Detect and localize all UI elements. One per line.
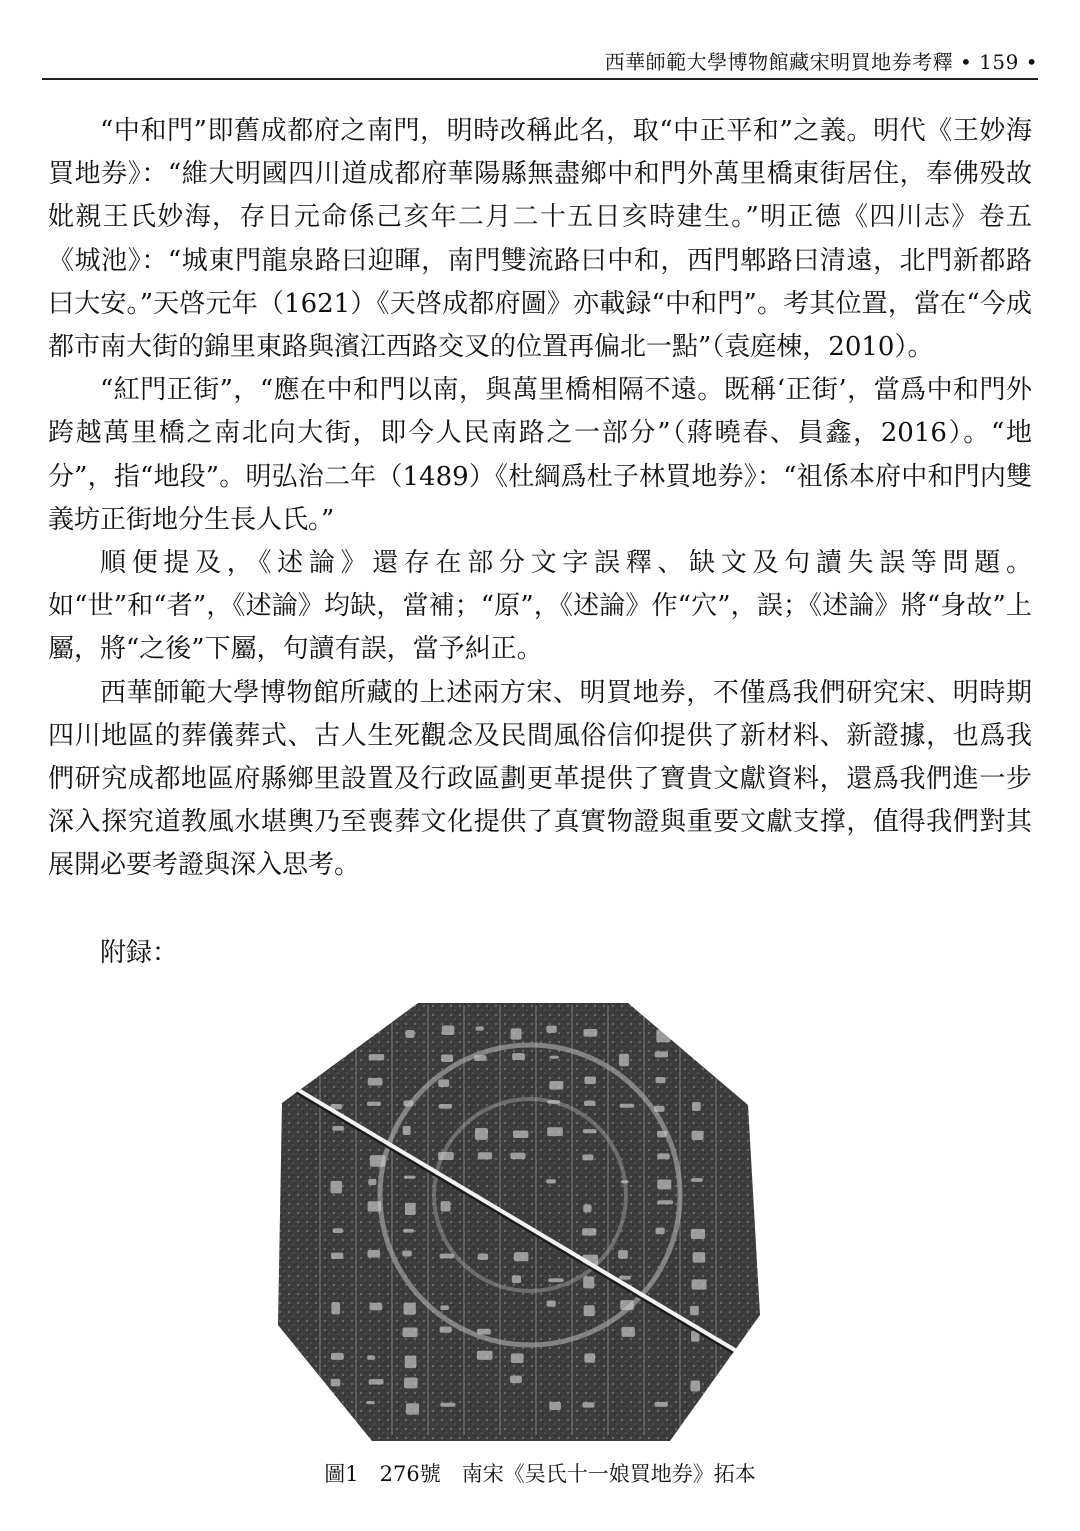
inscription-mark bbox=[584, 1353, 595, 1362]
inscription-mark bbox=[441, 1201, 451, 1211]
inscription-mark bbox=[477, 1351, 493, 1360]
inscription-mark bbox=[547, 1100, 560, 1104]
inscription-mark bbox=[549, 1081, 563, 1090]
inscription-mark bbox=[690, 1306, 699, 1315]
inscription-mark bbox=[622, 1327, 635, 1337]
running-head-title: 西華師範大學博物館藏宋明買地券考釋 • 159 • bbox=[604, 50, 1038, 74]
inscription-mark bbox=[512, 1053, 525, 1060]
inscription-mark bbox=[657, 1131, 667, 1137]
inscription-mark bbox=[440, 1403, 455, 1407]
inscription-mark bbox=[512, 1275, 521, 1283]
inscription-mark bbox=[692, 1102, 701, 1111]
inscription-mark bbox=[621, 1180, 629, 1183]
inscription-mark bbox=[334, 1050, 347, 1057]
inscription-mark bbox=[370, 1155, 385, 1167]
inscription-mark bbox=[692, 1279, 707, 1289]
rubbing-image bbox=[260, 985, 780, 1453]
inscription-mark bbox=[369, 1054, 385, 1060]
inscription-mark bbox=[620, 1300, 634, 1310]
paragraph-4: 西華師範大學博物館所藏的上述兩方宋、明買地券，不僅爲我們研究宋、明時期四川地區的葬儀葬式、古人生死觀念及民間風俗信仰提供了新材料、新證據，也爲我們研究成都地區府縣鄉里設置及行政區劃更革提供了寶貴文獻資料，還爲我們進一步深入探究道教風水堪輿乃至喪葬文化提供了真實物證與重要文獻支撑，值得我們對其展開必要考證與深入思考。 bbox=[48, 677, 1032, 881]
inscription-mark bbox=[549, 1402, 561, 1410]
inscription-mark bbox=[404, 1377, 418, 1388]
inscription-mark bbox=[654, 1106, 665, 1112]
inscription-mark bbox=[367, 1102, 381, 1106]
inscription-mark bbox=[584, 1077, 595, 1085]
inscription-mark bbox=[440, 1327, 452, 1333]
inscription-mark bbox=[583, 1204, 591, 1212]
inscription-mark bbox=[440, 1305, 449, 1310]
inscription-mark bbox=[691, 1229, 705, 1239]
inscription-mark bbox=[690, 1381, 700, 1392]
inscription-mark bbox=[513, 1131, 528, 1138]
inscription-mark bbox=[402, 1328, 417, 1338]
inscription-mark bbox=[402, 1250, 411, 1256]
inscription-mark bbox=[619, 1054, 629, 1066]
stone-tablet bbox=[260, 985, 780, 1453]
inscription-mark bbox=[403, 1100, 413, 1106]
inscription-mark bbox=[331, 1302, 340, 1314]
inscription-mark bbox=[514, 1252, 529, 1261]
inscription-mark bbox=[478, 1152, 492, 1159]
inscription-mark bbox=[442, 1025, 454, 1035]
inscription-mark bbox=[510, 1028, 521, 1039]
inscription-mark bbox=[368, 1201, 381, 1211]
inscription-mark bbox=[657, 1200, 673, 1204]
inscription-mark bbox=[654, 1402, 667, 1407]
inscription-mark bbox=[584, 1305, 595, 1316]
inscription-mark bbox=[406, 1403, 419, 1414]
inscription-mark bbox=[546, 1026, 556, 1033]
rubbing-figure bbox=[260, 985, 780, 1453]
inscription-mark bbox=[546, 1179, 556, 1183]
inscription-mark bbox=[404, 1176, 415, 1179]
inscription-mark bbox=[656, 1228, 665, 1235]
inscription-mark bbox=[656, 1077, 666, 1083]
inscription-mark bbox=[439, 1104, 452, 1109]
inscription-mark bbox=[620, 1104, 635, 1108]
inscription-mark bbox=[657, 1153, 669, 1159]
inscription-mark bbox=[331, 1353, 344, 1360]
inscription-mark bbox=[403, 1126, 411, 1135]
inscription-mark bbox=[438, 1152, 454, 1160]
inscription-mark bbox=[476, 1026, 484, 1030]
inscription-mark bbox=[548, 1278, 564, 1282]
inscription-mark bbox=[405, 1030, 414, 1038]
inscription-mark bbox=[549, 1056, 558, 1059]
inscription-mark bbox=[618, 1250, 628, 1259]
inscription-mark bbox=[475, 1128, 488, 1140]
inscription-mark bbox=[584, 1101, 595, 1106]
inscription-mark bbox=[547, 1127, 563, 1136]
inscription-mark bbox=[331, 1379, 341, 1387]
inscription-mark bbox=[582, 1228, 596, 1235]
figure-caption: 圖1 276號 南宋《吴氏十一娘買地券》拓本 bbox=[324, 1462, 756, 1486]
inscription-mark bbox=[582, 1155, 593, 1161]
inscription-mark bbox=[691, 1178, 703, 1182]
inscription-mark bbox=[368, 1179, 376, 1185]
inscription-mark bbox=[405, 1203, 416, 1215]
inscription-mark bbox=[582, 1402, 594, 1407]
inscription-mark bbox=[367, 1250, 380, 1257]
inscription-mark bbox=[510, 1153, 525, 1159]
inscription-mark bbox=[330, 1181, 342, 1194]
inscription-mark bbox=[441, 1055, 453, 1062]
inscription-mark bbox=[583, 1029, 597, 1037]
inscription-mark bbox=[367, 1355, 375, 1360]
inscription-mark bbox=[369, 1379, 384, 1384]
paragraph-3: 順便提及，《述論》還存在部分文字誤釋、缺文及句讀失誤等問題。如“世”和“者”，《述論》均缺，當補；“原”，《述論》作“穴”，誤；《述論》將“身故”上屬，將“之後”下屬，句讀有誤，當予糾正。 bbox=[48, 548, 1032, 665]
inscription-mark bbox=[656, 1030, 670, 1043]
inscription-mark bbox=[438, 1079, 449, 1087]
inscription-mark bbox=[331, 1253, 343, 1259]
inscription-mark bbox=[478, 1254, 488, 1261]
main-text bbox=[48, 110, 1032, 888]
inscription-mark bbox=[474, 1055, 486, 1061]
inscription-mark bbox=[366, 1401, 375, 1404]
inscription-mark bbox=[368, 1078, 383, 1086]
inscription-mark bbox=[405, 1355, 417, 1368]
inscription-mark bbox=[477, 1329, 491, 1335]
inscription-mark bbox=[332, 1126, 344, 1131]
inscription-mark bbox=[440, 1254, 455, 1259]
inscription-mark bbox=[547, 1300, 556, 1306]
inscription-mark bbox=[404, 1303, 416, 1315]
paragraph-1: “中和門”即舊成都府之南門，明時改稱此名，取“中正平和”之義。明代《王妙海買地券》：“維大明國四川道成都府華陽縣無盡鄉中和門外萬里橋東街居住，奉佛殁故妣親王氏妙海，存日元命係己亥年二月二十五日亥時建生。”明正德《四川志》卷五《城池》：“城東門龍泉路曰迎暉，南門雙流路曰中和，西門郫路曰清遠，北門新都路曰大安。”天啓元年（1621）《天啓成都府圖》亦載録“中和門”。考其位置，當在“今成都市南大街的錦里東路與濱江西路交叉的位置再偏北一點”（袁庭棟，2010）。 bbox=[48, 116, 1032, 363]
inscription-mark bbox=[510, 1376, 522, 1384]
inscription-mark bbox=[369, 1303, 382, 1311]
inscription-mark bbox=[655, 1051, 668, 1057]
appendix-label: 附録： bbox=[100, 938, 179, 968]
paragraph-2: “紅門正街”，“應在中和門以南，與萬里橋相隔不遠。既稱‘正街’，當爲中和門外跨越萬里橋之南北向大街，即今人民南路之一部分”（蔣曉春、員鑫，2016）。“地分”，指“地段”。明弘治二年（1489）《杜綱爲杜子林買地券》：“祖係本府中和門内雙義坊正街地分生長人氏。” bbox=[48, 375, 1032, 535]
inscription-mark bbox=[330, 1028, 340, 1035]
inscription-mark bbox=[333, 1228, 343, 1233]
inscription-mark bbox=[583, 1276, 594, 1288]
inscription-mark bbox=[403, 1229, 414, 1233]
inscription-mark bbox=[583, 1129, 597, 1133]
inscription-mark bbox=[511, 1353, 524, 1363]
inscription-mark bbox=[619, 1276, 631, 1280]
inscription-mark bbox=[693, 1252, 706, 1263]
running-header bbox=[42, 40, 1038, 80]
inscription-mark bbox=[657, 1180, 671, 1190]
inscription-mark bbox=[692, 1131, 704, 1140]
